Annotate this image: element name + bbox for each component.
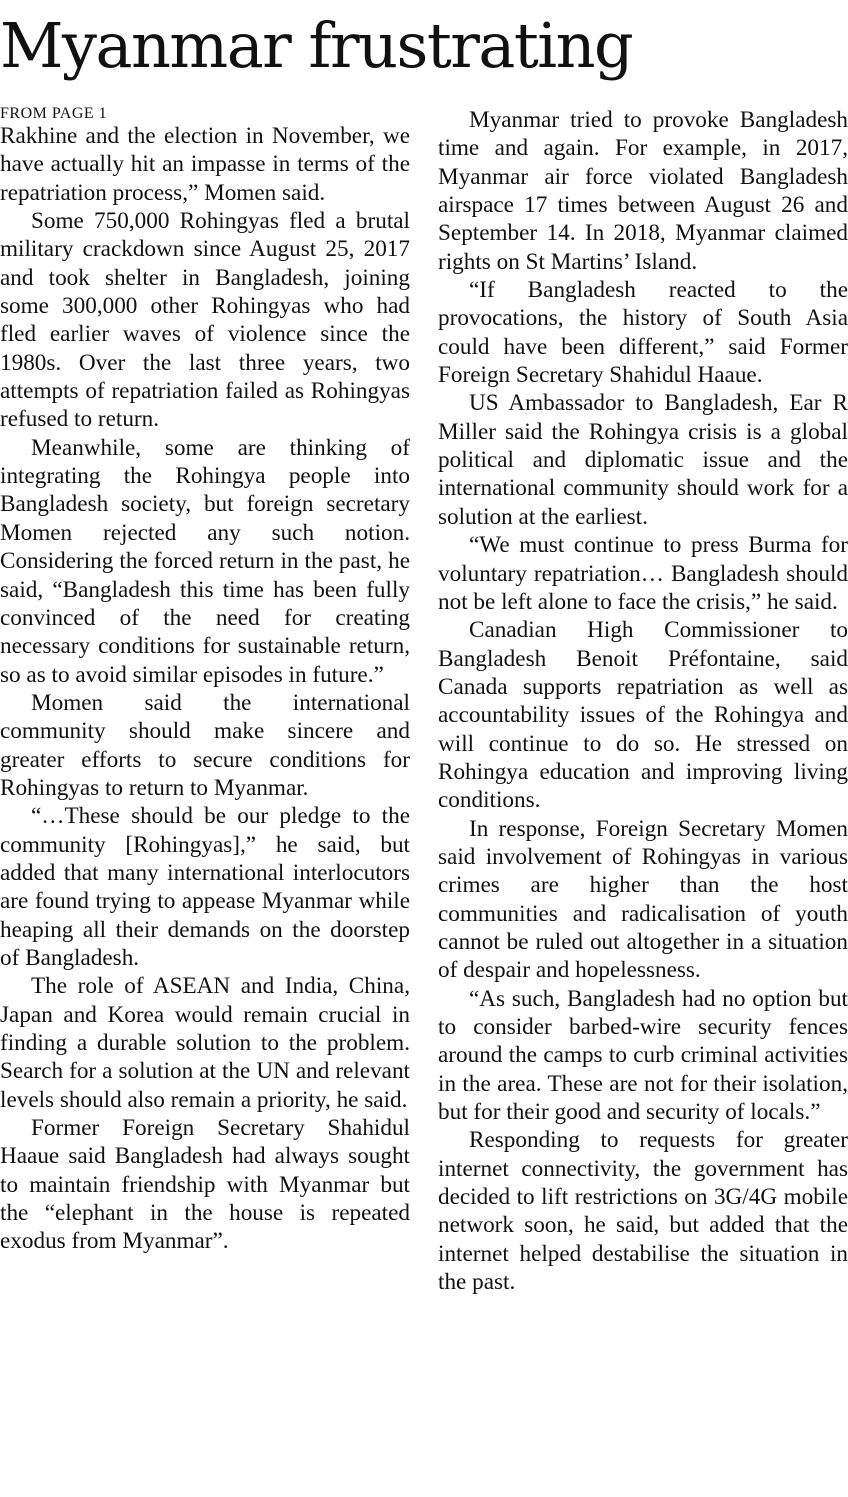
paragraph: Meanwhile, some are thinking of integrating the Rohingya people into Bangladesh society, but foreign secretary Momen rejected any such notion. Considering the forced return in the past, he said, “Bangladesh this time has been fully convinced of the need for creating necessary conditions for sustainable return, so as to avoid similar episodes in future.” [0,434,410,688]
jump-label: FROM PAGE 1 [0,105,108,122]
paragraph: “If Bangladesh reacted to the provocations, the history of South Asia could have been different,” said Former Foreign Secretary Shahidul Haaue. [438,277,848,389]
paragraph: “We must continue to press Burma for voluntary repatriation… Bangladesh should not be left alone to face the crisis,” he said. [438,532,848,615]
paragraph: Former Foreign Secretary Shahidul Haaue said Bangladesh had always sought to maintain friendship with Myanmar but the “elephant in the house is repeated exodus from Myanmar”. [0,1115,410,1255]
paragraph: “As such, Bangladesh had no option but to consider barbed-wire security fences around the camps to curb criminal activities in the area. These are not for their isolation, but for their good and security of locals.” [438,985,848,1126]
paragraph: The role of ASEAN and India, China, Japan and Korea would remain crucial in finding a durable solution to the problem. Search for a solution at the UN and relevant levels should also remain a priority, he said. [0,973,410,1113]
paragraph: “…These should be our pledge to the community [Rohingyas],” he said, but added that many international interlocutors are found trying to appease Myanmar while heaping all their demands on the doorstep of Bangladesh. [0,803,410,971]
paragraph: In response, Foreign Secretary Momen said involvement of Rohingyas in various crimes are higher than the host communities and radicalisation of youth cannot be ruled out altogether in a situation of despair and hopelessness. [438,815,848,984]
left-column [0,104,410,1256]
paragraph: Responding to requests for greater internet connectivity, the government has decided to lift restrictions on 3G/4G mobile network soon, he said, but added that the internet helped destabilise the situation in the past. [438,1127,848,1296]
paragraph: US Ambassador to Bangladesh, Ear R Miller said the Rohingya crisis is a global political and diplomatic issue and the international community should work for a solution at the earliest. [438,390,848,530]
paragraph: Myanmar tried to provoke Bangladesh time and again. For example, in 2017, Myanmar air force violated Bangladesh airspace 17 times between August 26 and September 14. In 2018, Myanmar claimed rights on St Martins’ Island. [438,107,848,275]
paragraph: Canadian High Commissioner to Bangladesh Benoit Préfontaine, said Canada supports repatriation as well as accountability issues of the Rohingya and will continue to do so. He stressed on Rohingya education and improving living conditions. [438,617,848,814]
paragraph: Momen said the international community should make sincere and greater efforts to secure conditions for Rohingyas to return to Myanmar. [0,689,410,801]
right-column [438,106,848,1296]
article-headline: Myanmar frustrating [0,9,633,82]
paragraph: Rakhine and the election in November, we have actually hit an impasse in terms of the repatriation process,” Momen said. [0,123,410,206]
paragraph: Some 750,000 Rohingyas fled a brutal military crackdown since August 25, 2017 and took shelter in Bangladesh, joining some 300,000 other Rohingyas who had fled earlier waves of violence since the 1980s. Over the last three years, two attempts of repatriation failed as Rohingyas refused to return. [0,208,410,433]
